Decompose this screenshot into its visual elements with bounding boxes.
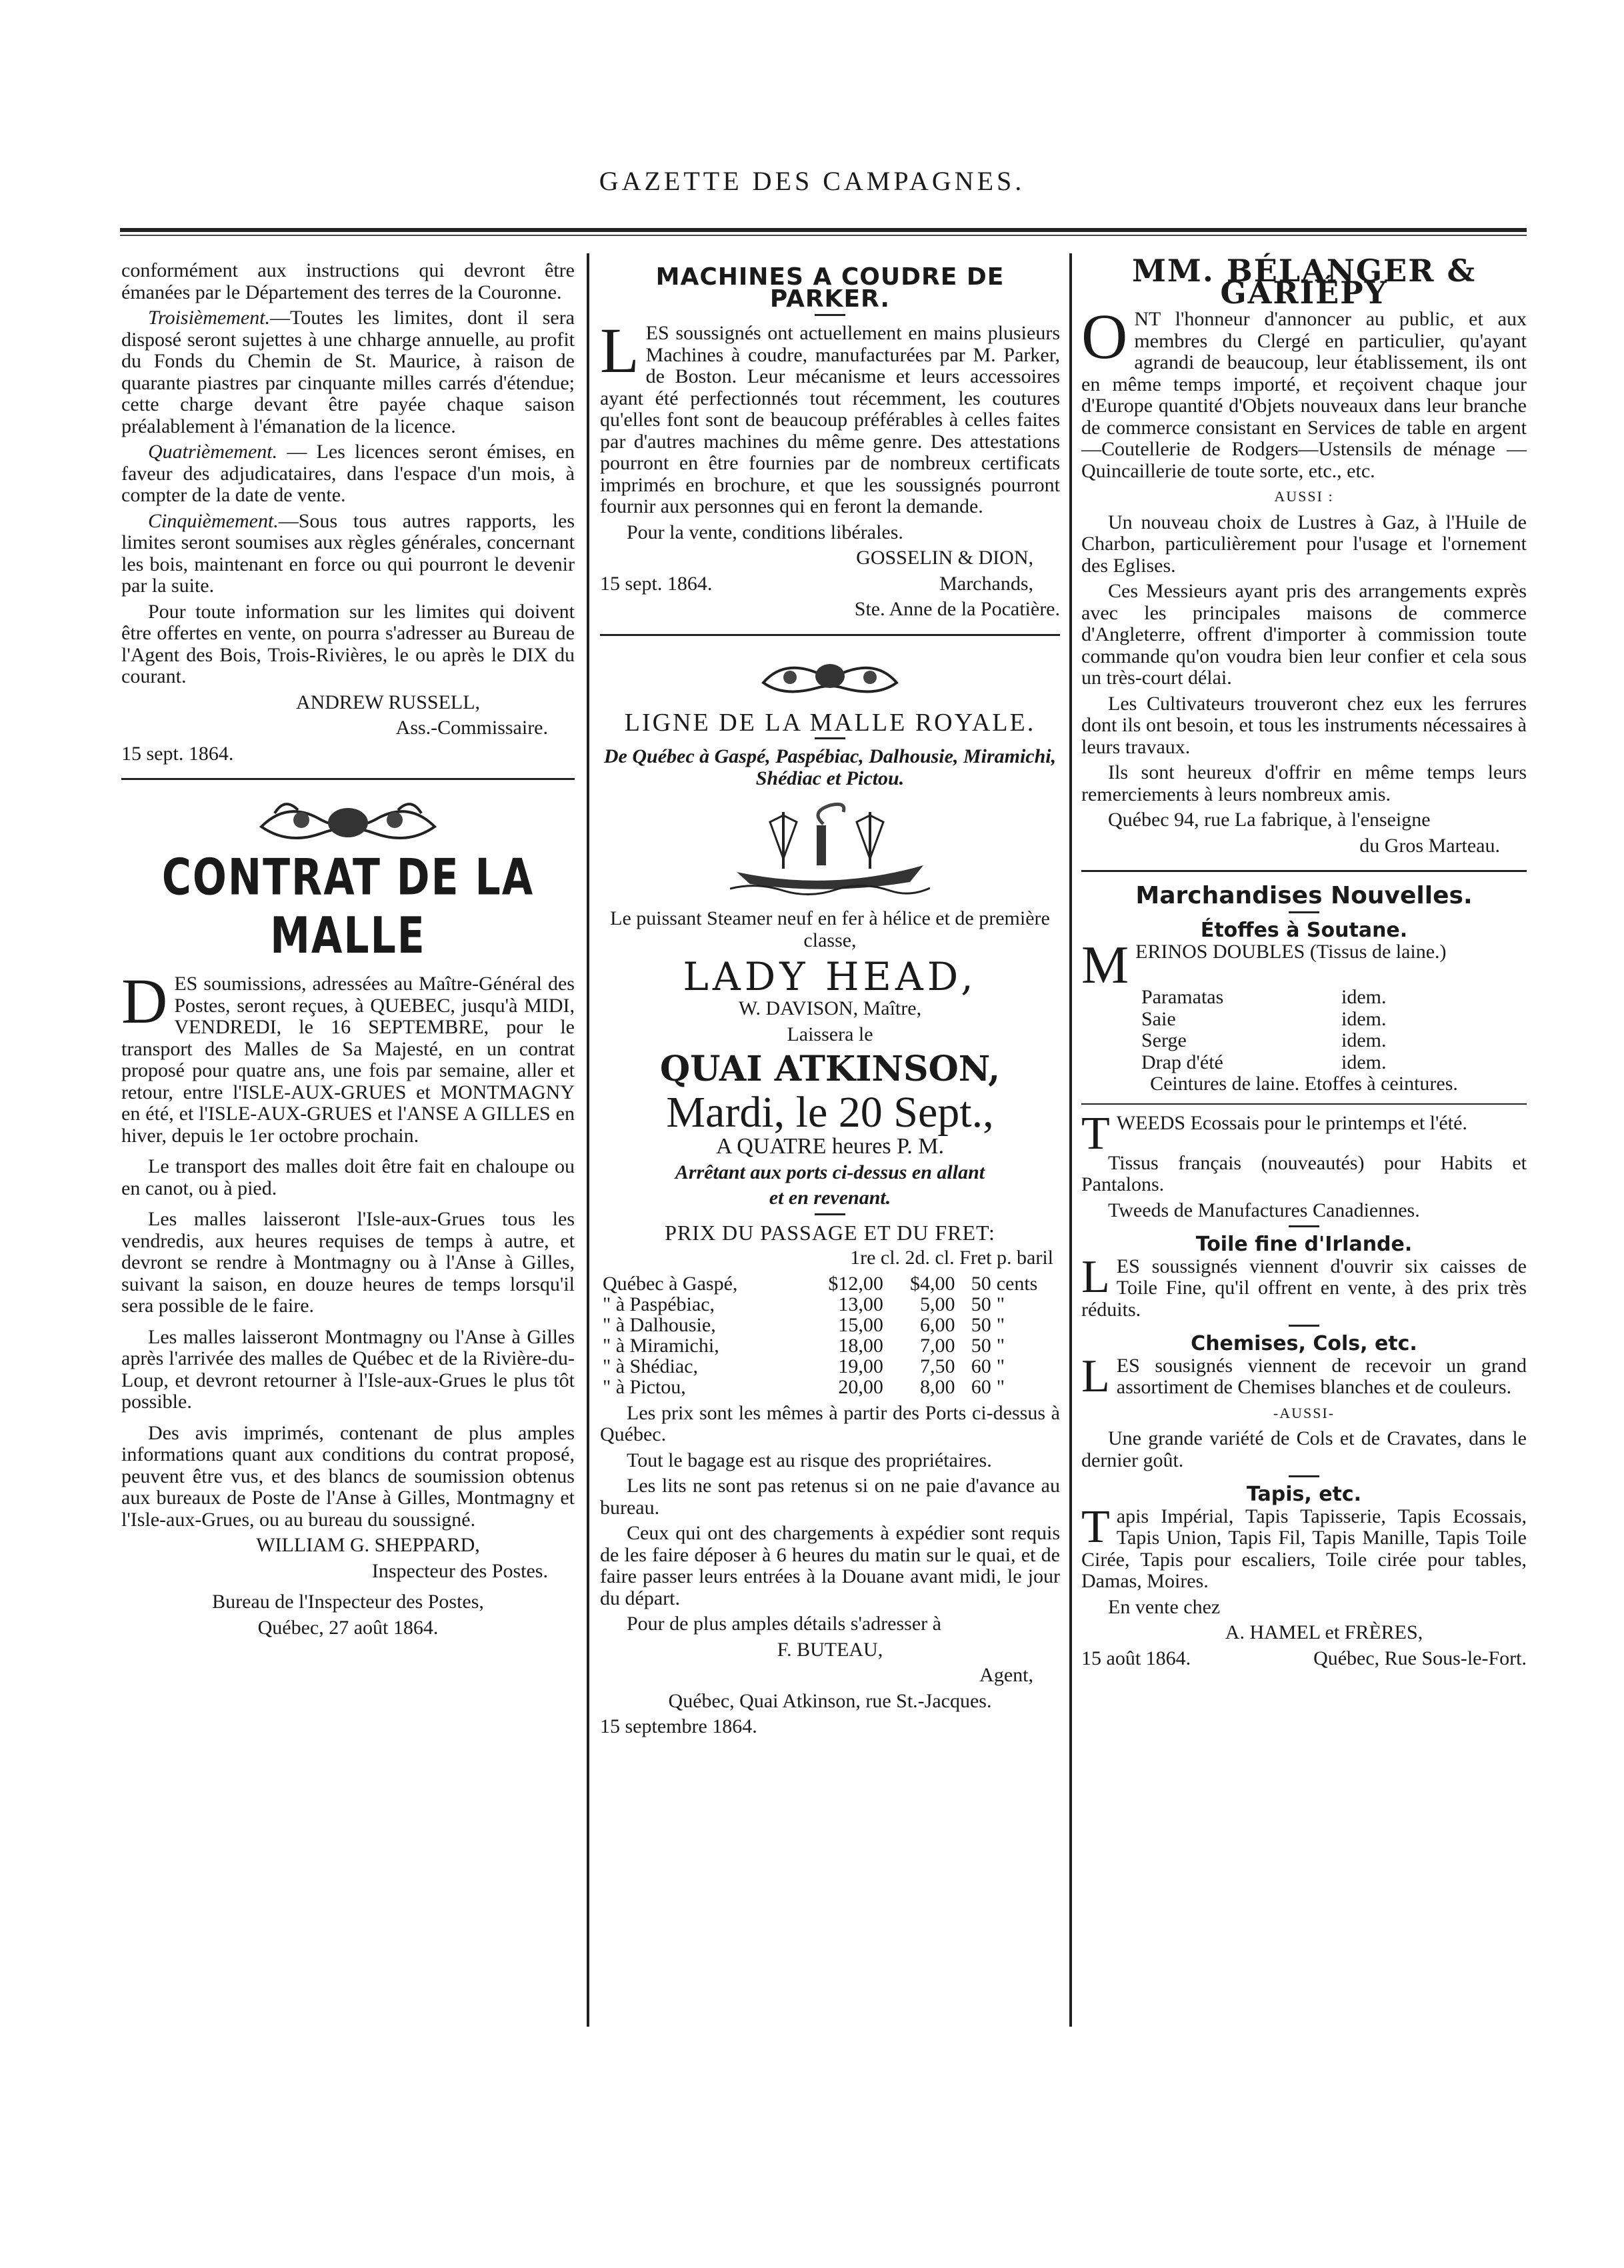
fare-freight: 50 [971, 1272, 991, 1295]
ligne-title: LIGNE DE LA MALLE ROYALE. [624, 708, 1036, 737]
column-divider-1 [587, 253, 589, 2027]
fare-freight: 60 [971, 1355, 991, 1377]
toile-text: ES soussignés viennent d'ouvrir six caisses de Toile Fine, qu'il offrent en vente, à des prix très réduits. [1081, 1255, 1527, 1321]
fare-origin: " à Paspébiac, [603, 1293, 715, 1315]
land-paragraph-4 [121, 511, 575, 597]
laissera: Laissera le [787, 1023, 873, 1045]
tapis-text: apis Impérial, Tapis Tapisserie, Tapis Ecossais, Tapis Union, Tapis Fil, Tapis Manille, Tapis Toile Cirée, Tapis pour escaliers, Toile cirée pour tables, Damas, Moires. [1081, 1505, 1527, 1592]
fare-unit: " [996, 1313, 1005, 1336]
belanger-sign: du Gros Marteau. [1359, 834, 1500, 857]
belanger-text-1: NT l'honneur d'annoncer au public, et aux membres du Clergé en particulier, qu'ayant agrandi de beaucoup, leur établissement, ils ont en même temps importé, et reçoivent chaque jour d'Europe quantité d'Objets nouveaux dans leur branche de commerce consistant en Services de table en argent—Coutellerie de Rodgers—Ustensils de ménage — Quincaillerie de toute sorte, etc., etc. [1081, 308, 1527, 482]
tweeds-canadiennes: Tweeds de Manufactures Canadiennes. [1108, 1199, 1420, 1221]
text-cinquiemement: —Sous tous autres rapports, les limites seront soumises aux règles générales, concernant les bois, maintenant en force ou qui pourront le devenir par la suite. [121, 509, 575, 597]
belanger-address: Québec 94, rue La fabrique, à l'enseigne [1108, 809, 1431, 831]
fare-unit: " [996, 1375, 1005, 1398]
tweeds-rule [1081, 1103, 1527, 1105]
aussi-label: AUSSI : [1274, 488, 1334, 505]
en-vente: En vente chez [1108, 1595, 1221, 1618]
belanger-paragraph-2: Un nouveau choix de Lustres à Gaz, à l'Huile de Charbon, particulièrement pour l'usage et l'ornement des Eglises. [1081, 511, 1527, 577]
machines-text: ES soussignés ont actuellement en mains plusieurs Machines à coudre, manufacturées par M. Parker, de Boston. Leur mécanisme et leurs accessoires ayant été perfectionnés tout récemment, les coutures qu'elles font sont de beaucoup préférables à celles faites par d'autres machines du même genre. Des attestations pourront en être fournies par de nombreux certificats imprimés en brochure, et que les soussignés pourront fournir aux personnes qui en feront la demande. [600, 322, 1060, 517]
lead-quatriemement: Quatrièmement. [148, 441, 278, 463]
fare-freight: 50 [971, 1334, 991, 1357]
tissus-line: Tissus français (nouveautés) pour Habits et Pantalons. [1081, 1151, 1527, 1195]
merinos-text: ERINOS DOUBLES (Tissus de laine.) [1135, 941, 1447, 963]
section-rule [121, 778, 575, 780]
prix-title: PRIX DU PASSAGE ET DU FRET: [665, 1220, 995, 1245]
toile-paragraph [1081, 1251, 1527, 1321]
fabric-idem: idem. [1341, 986, 1387, 1008]
fabric-idem: idem. [1341, 1007, 1387, 1030]
fare-first-class: 18,00 [838, 1334, 883, 1357]
fabric-name: Paramatas [1141, 986, 1224, 1008]
fare-header: 1re cl. 2d. cl. Fret p. baril [850, 1247, 1053, 1269]
fabric-items [1081, 987, 1527, 1073]
tweeds-text: WEEDS Ecossais pour le printemps et l'été. [1116, 1111, 1467, 1134]
ship-master: W. DAVISON, Maître, [738, 997, 922, 1019]
merinos-line [1081, 936, 1527, 995]
fare-first-class: 19,00 [838, 1355, 883, 1377]
belanger-paragraph-5: Ils sont heureux d'offrir en même temps leurs remerciements à leurs nombreux amis. [1081, 761, 1527, 805]
quai-atkinson: QUAI ATKINSON, [659, 1049, 1001, 1089]
signature-name: ANDREW RUSSELL, [295, 691, 481, 713]
hamel-address: Québec, Rue Sous-le-Fort. [1313, 1647, 1527, 1669]
fare-second-class: 5,00 [920, 1293, 955, 1315]
arretant-2: et en revenant. [769, 1187, 891, 1209]
drop-cap-l: L [600, 315, 639, 386]
fare-unit: cents [996, 1272, 1038, 1295]
ligne-dash [815, 737, 845, 739]
belanger-paragraph-4: Les Cultivateurs trouveront chez eux les ferrures dont ils ont besoin, et tous les instruments nécessaires à leurs travaux. [1081, 692, 1527, 758]
lead-troisiemement: Troisièmement. [148, 307, 271, 329]
machines-title: MACHINES A COUDRE DE PARKER. [655, 263, 1005, 313]
march-dash [1289, 911, 1319, 913]
fare-origin: " à Miramichi, [603, 1334, 719, 1357]
top-rule-thin [120, 235, 1527, 236]
column-3 [1081, 253, 1527, 1673]
fare-second-class: 7,50 [920, 1355, 955, 1377]
contrat-paragraph-3: Les malles laisseront l'Isle-aux-Grues tous les vendredis, aux heures requises de temps à autre, et devront se rendre à Montmagny ou à l'Anse à Gilles, suivant la saison, en douze heures de temps lorsqu'il sera possible de le faire. [121, 1208, 575, 1317]
fare-freight: 50 [971, 1293, 991, 1315]
fare-second-class: $4,00 [910, 1272, 955, 1295]
contrat-paragraph-1 [121, 965, 575, 1147]
contrat-signature: WILLIAM G. SHEPPARD, [256, 1534, 480, 1556]
note-1: Les prix sont les mêmes à partir des Ports ci-dessus à Québec. [600, 1401, 1060, 1445]
lead-cinquiemement: Cinquièmement. [148, 509, 279, 532]
fabric-item [1141, 1052, 1527, 1074]
contrat-paragraph-4: Les malles laisseront Montmagny ou l'Anse à Gilles après l'arrivée des malles de Québec et de la Rivière-du-Loup, et devront retourner à l'Isle-aux-Grues le plus tôt possible. [121, 1325, 575, 1413]
machines-sig-title: Marchands, [939, 572, 1033, 595]
fabric-item [1141, 1009, 1527, 1031]
fare-row [600, 1335, 1060, 1356]
ornament-icon [248, 793, 448, 851]
fare-freight: 50 [971, 1313, 991, 1336]
fare-freight: 60 [971, 1375, 991, 1398]
departure-hour: A QUATRE heures P. M. [716, 1134, 944, 1159]
fare-first-class: 15,00 [838, 1313, 883, 1336]
note-2: Tout le bagage est au risque des propriétaires. [627, 1449, 992, 1471]
text-quatriemement: — Les licences seront émises, en faveur des adjudicataires, dans l'espace d'un mois, à compter de la date de vente. [121, 441, 575, 506]
tapis-dash [1289, 1475, 1319, 1477]
fare-origin: Québec à Gaspé, [603, 1272, 738, 1295]
fabric-idem: idem. [1341, 1029, 1387, 1051]
fabric-name: Saie [1141, 1007, 1176, 1030]
tweeds-line [1081, 1107, 1527, 1159]
contrat-paragraph-2: Le transport des malles doit être fait en chaloupe ou en canot, ou à pied. [121, 1155, 575, 1199]
contrat-title: CONTRAT DE LA MALLE [161, 848, 535, 965]
fabric-name: Drap d'été [1141, 1051, 1223, 1073]
fabric-name: Serge [1141, 1029, 1187, 1051]
fare-row [600, 1377, 1060, 1397]
ceintures: Ceintures de laine. Etoffes à ceintures. [1150, 1073, 1458, 1095]
agent-address: Québec, Quai Atkinson, rue St.-Jacques. [668, 1689, 992, 1712]
hamel-date: 15 août 1864. [1081, 1647, 1191, 1669]
steamer-icon [730, 799, 930, 899]
chemises-text: ES sousignés viennent de recevoir un grand assortiment de Chemises blanches et de couleurs. [1116, 1354, 1527, 1398]
drop-cap-l2: L [1081, 1251, 1110, 1303]
land-paragraph-5: Pour toute information sur les limites qui doivent être offertes en vente, on pourra s'adresser au Bureau de l'Agent des Bois, Trois-Rivières, le ou après le DIX du courant. [121, 600, 575, 687]
fare-row [600, 1294, 1060, 1315]
hamel-date-line [1081, 1648, 1527, 1670]
fare-origin: " à Shédiac, [603, 1355, 699, 1377]
fare-first-class: 13,00 [838, 1293, 883, 1315]
drop-cap-t: T [1081, 1107, 1110, 1159]
toile-dash [1289, 1225, 1319, 1227]
fare-row [600, 1315, 1060, 1335]
column-1 [121, 260, 575, 1643]
fare-unit: " [996, 1293, 1005, 1315]
land-paragraph-2 [121, 307, 575, 437]
fabric-idem: idem. [1341, 1051, 1387, 1073]
fare-row [600, 1356, 1060, 1377]
top-rule [120, 228, 1527, 232]
drop-cap-l3: L [1081, 1350, 1110, 1402]
machines-paragraph-1 [600, 315, 1060, 518]
title-dash [815, 314, 845, 316]
belanger-title: MM. BÉLANGER & GARIÉPY [1131, 253, 1476, 311]
signature-title: Ass.-Commissaire. [395, 717, 548, 739]
fare-unit: " [996, 1355, 1005, 1377]
etoffes-title: Étoffes à Soutane. [1200, 918, 1408, 942]
machines-date: 15 sept. 1864. [600, 572, 713, 595]
contrat-signature-title: Inspecteur des Postes. [371, 1559, 548, 1582]
section-rule-2 [600, 634, 1060, 636]
fabric-item [1141, 1030, 1527, 1052]
belanger-paragraph-3: Ces Messieurs ayant pris des arrangements exprès avec les principales maisons de commerce d'Angleterre, offrent d'importer à commission toute commande qu'on voudra bien leur confier et cela sous un très-court délai. [1081, 580, 1527, 689]
drop-cap-o: O [1081, 301, 1128, 372]
fares-table [600, 1273, 1060, 1397]
agent-name: F. BUTEAU, [777, 1638, 883, 1661]
drop-cap-t2: T [1081, 1501, 1110, 1553]
fare-second-class: 6,00 [920, 1313, 955, 1336]
notice-date: 15 sept. 1864. [121, 742, 234, 765]
contrat-date: Québec, 27 août 1864. [257, 1616, 439, 1639]
chemises-title: Chemises, Cols, etc. [1191, 1332, 1417, 1355]
note-4: Ceux qui ont des chargements à expédier sont requis de les faire déposer à 6 heures du matin sur le quai, et de faire passer leurs entrées à la Douane avant midi, le jour du départ. [600, 1522, 1060, 1609]
fare-first-class: 20,00 [838, 1375, 883, 1398]
contrat-text-1: ES soumissions, adressées au Maître-Général des Postes, seront reçues, à QUEBEC, jusqu'à MIDI, VENDREDI, le 16 SEPTEMBRE, pour le transport des Malles de Sa Majesté, en un contrat proposé pour quatre ans, une fois par semaine, aller et retour, entre l'ISLE-AUX-GRUES et MONTMAGNY en été, et l'ISLE-AUX-GRUES et l'ANSE A GILLES en hiver, depuis le 1er octobre prochain. [121, 973, 575, 1147]
ship-name: LADY HEAD, [683, 954, 977, 999]
machines-place: Ste. Anne de la Pocatière. [854, 598, 1060, 620]
fare-unit: " [996, 1334, 1005, 1357]
prix-dash [815, 1213, 845, 1215]
drop-cap-d: D [121, 965, 168, 1037]
section-rule-3 [1081, 870, 1527, 872]
column-divider-2 [1069, 253, 1072, 2027]
crest-icon [750, 649, 910, 703]
fare-second-class: 7,00 [920, 1334, 955, 1357]
departure-day: Mardi, le 20 Sept., [666, 1088, 994, 1137]
marchandises-title: Marchandises Nouvelles. [1135, 882, 1473, 909]
masthead: GAZETTE DES CAMPAGNES. [599, 166, 1025, 196]
note-5: Pour de plus amples détails s'adresser à [627, 1613, 941, 1635]
contrat-paragraph-5: Des avis imprimés, contenant de plus amples informations quant aux conditions du contrat proposé, peuvent être vus, et des blancs de soumission obtenus aux bureaux de Poste de l'Anse à Gilles, Montmagny et l'Isle-aux-Grues, ou au bureau du soussigné. [121, 1421, 575, 1531]
aussi-label-2: -AUSSI- [1273, 1404, 1335, 1421]
arretant-1: Arrêtant aux ports ci-dessus en allant [675, 1161, 985, 1183]
agent-title: Agent, [979, 1664, 1033, 1686]
chemises-paragraph [1081, 1350, 1527, 1402]
ligne-date: 15 septembre 1864. [600, 1715, 757, 1737]
note-3: Les lits ne sont pas retenus si on ne paie d'avance au bureau. [600, 1475, 1060, 1519]
tapis-paragraph [1081, 1501, 1527, 1593]
text-troisiemement: —Toutes les limites, dont il sera disposé seront sujettes à une chharge annuelle, au profit du Fonds du Chemin de St. Maurice, à raison de quarante piastres par cinquante milles carrés d'étendue; cette charge devant être payée chaque saison préalablement à l'émanation de la licence. [121, 307, 575, 437]
fabric-item [1141, 987, 1527, 1009]
column-2 [600, 260, 1060, 1742]
chem-dash [1289, 1325, 1319, 1327]
land-paragraph-1: conformément aux instructions qui devront être émanées par le Département des terres de la Couronne. [121, 259, 575, 303]
toile-title: Toile fine d'Irlande. [1195, 1233, 1413, 1256]
machines-signature: GOSSELIN & DION, [856, 547, 1033, 569]
cols-paragraph: Une grande variété de Cols et de Cravates, dans le dernier goût. [1081, 1427, 1527, 1471]
fare-second-class: 8,00 [920, 1375, 955, 1398]
hamel-name: A. HAMEL et FRÈRES, [1225, 1621, 1423, 1643]
land-paragraph-3 [121, 441, 575, 507]
fare-origin: " à Pictou, [603, 1375, 686, 1398]
tapis-title: Tapis, etc. [1246, 1483, 1362, 1506]
fare-row [600, 1273, 1060, 1294]
steamer-line: Le puissant Steamer neuf en fer à hélice et de première classe, [610, 907, 1050, 951]
fare-first-class: $12,00 [828, 1272, 883, 1295]
drop-cap-m: M [1081, 936, 1129, 995]
fare-origin: " à Dalhousie, [603, 1313, 716, 1336]
machines-paragraph-2: Pour la vente, conditions libérales. [627, 521, 903, 543]
contrat-bureau: Bureau de l'Inspecteur des Postes, [212, 1591, 484, 1613]
belanger-paragraph-1 [1081, 301, 1527, 482]
machines-date-line [600, 573, 1060, 595]
route: De Québec à Gaspé, Paspébiac, Dalhousie, Miramichi, Shédiac et Pictou. [603, 745, 1057, 789]
